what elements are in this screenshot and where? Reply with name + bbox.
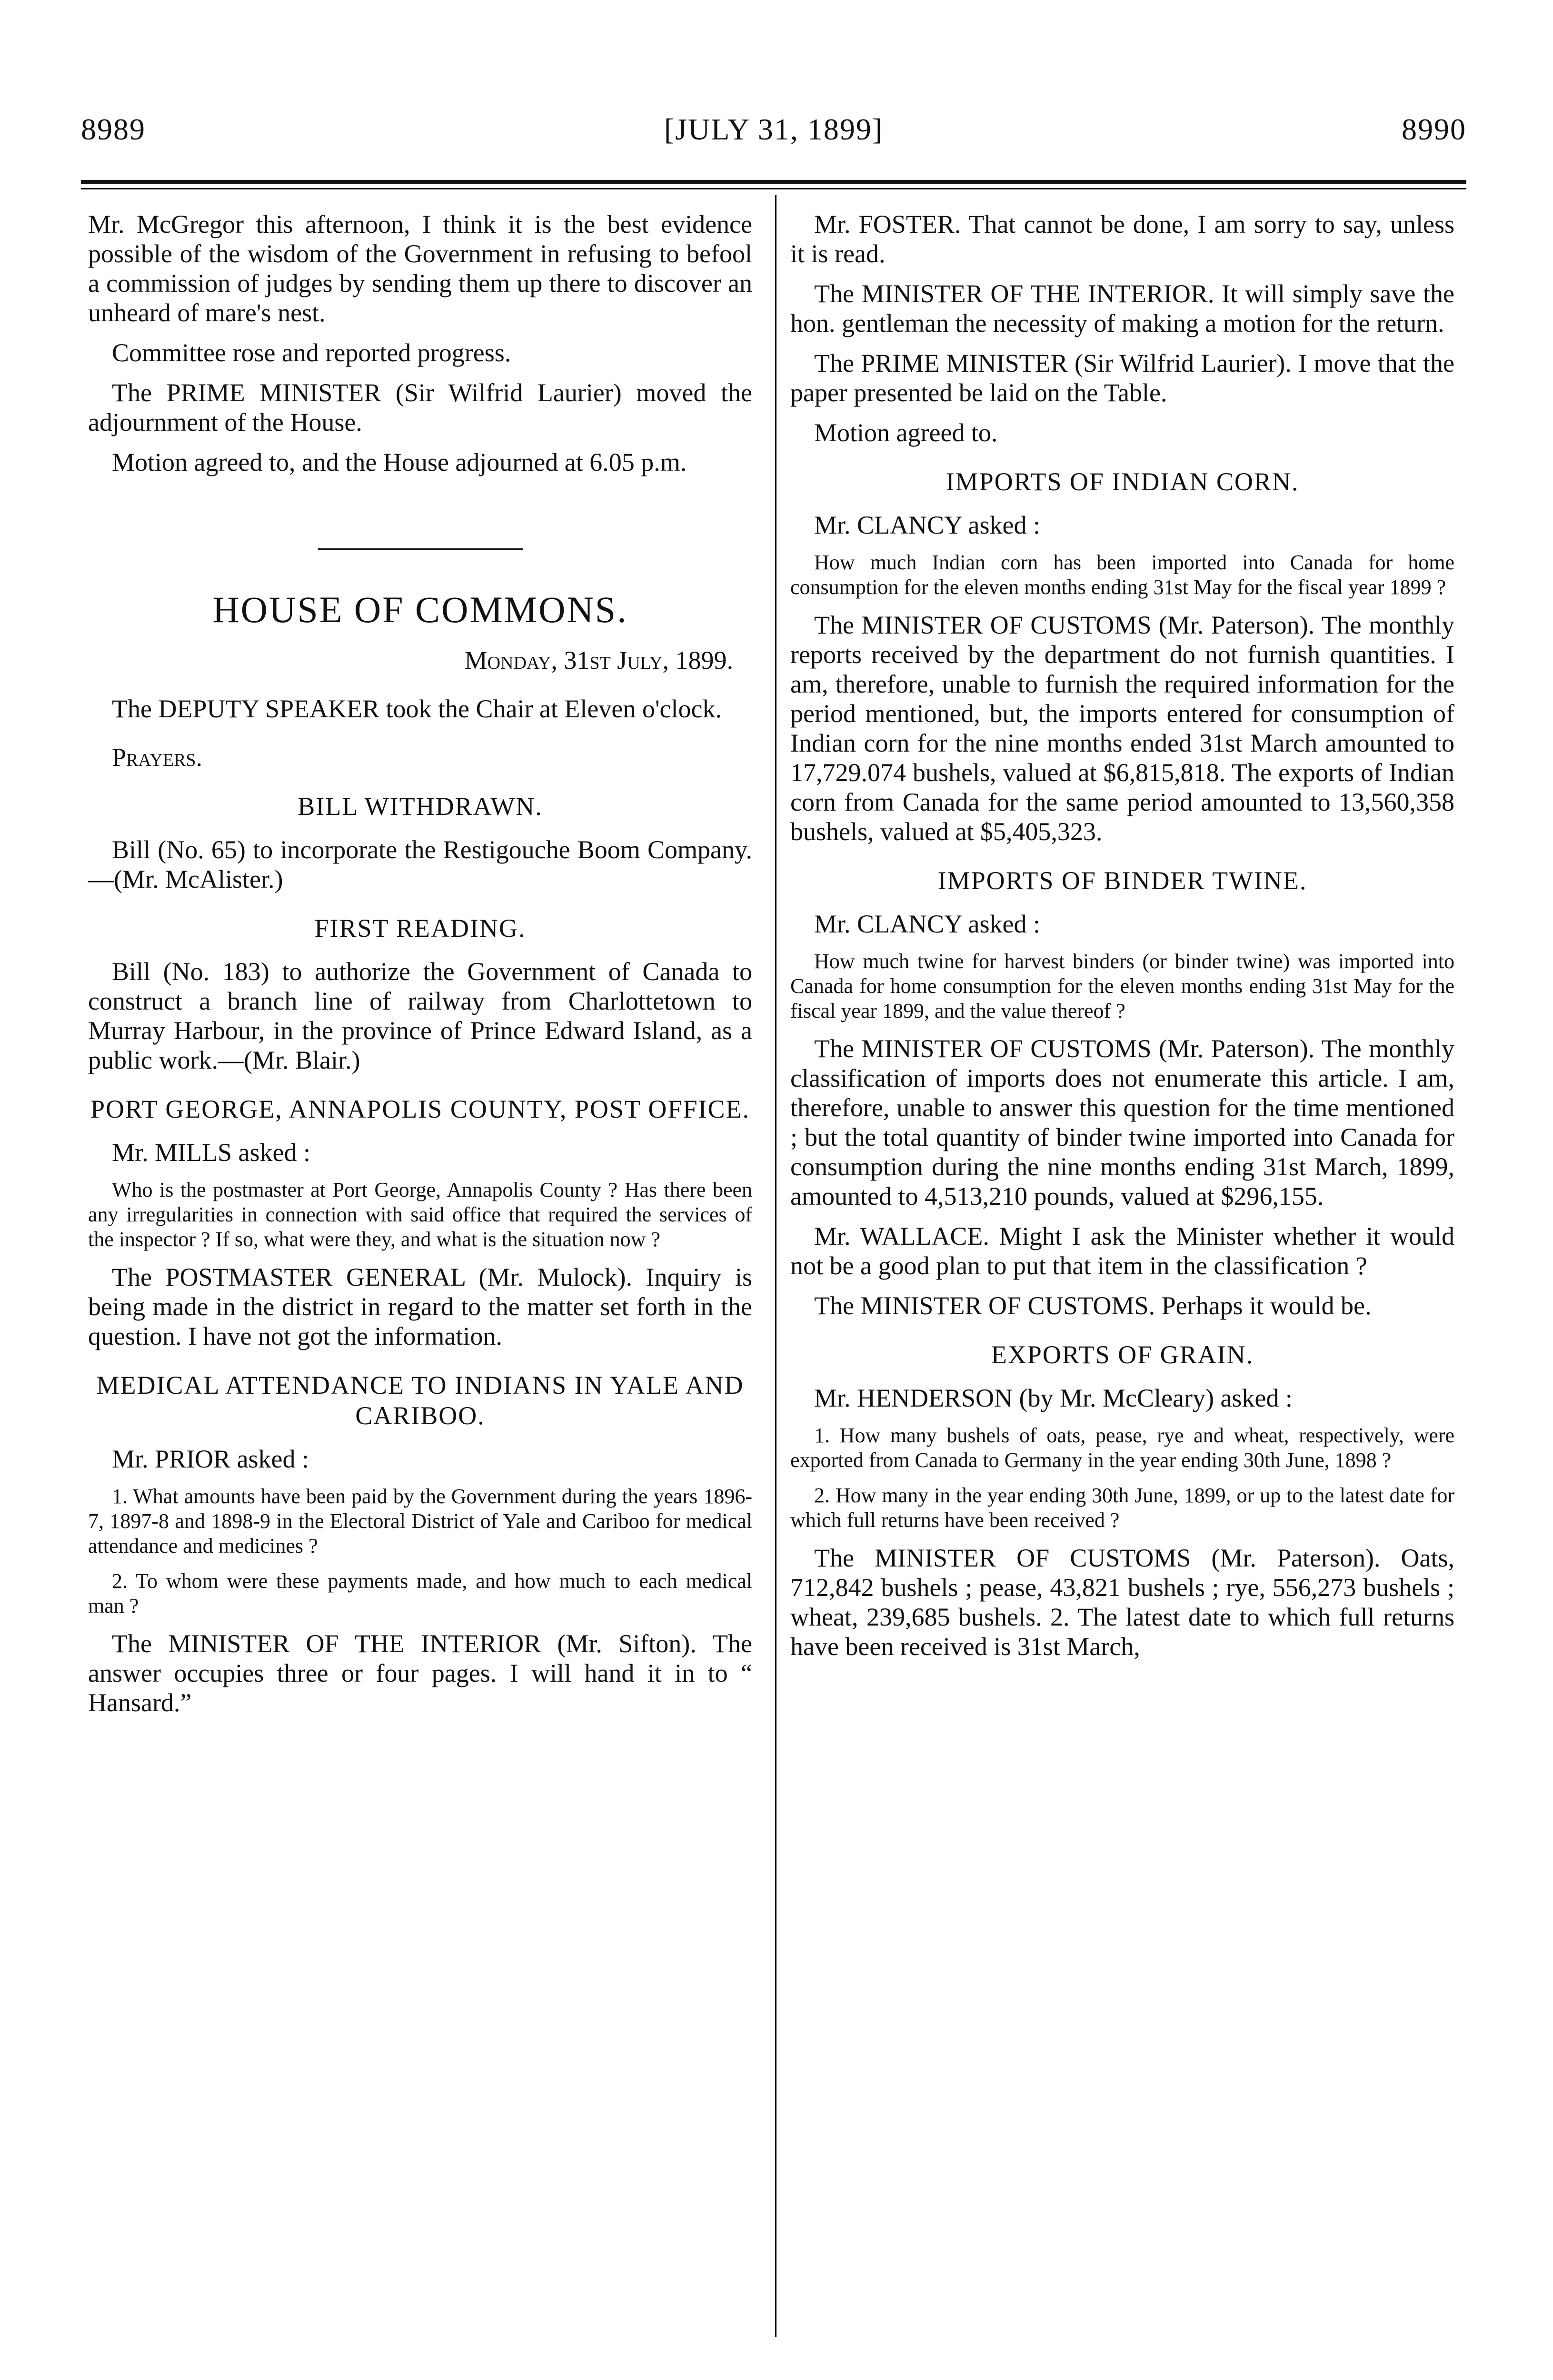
- paragraph: The MINISTER OF CUSTOMS (Mr. Paterson). The monthly reports received by the department do not furnish quantities. I am, therefore, unable to furnish the required information for the period mentioned, but, the imports entered for consumption of Indian corn for the nine months ended 31st March amounted to 17,729.074 bushels, valued at $6,815,818. The exports of Indian corn from Canada for the same period amounted to 13,560,358 bushels, valued at $5,405,323.: [790, 611, 1454, 846]
- section-heading: IMPORTS OF INDIAN CORN.: [946, 467, 1299, 496]
- section-heading: BILL WITHDRAWN.: [298, 792, 543, 821]
- page-number-left: 8989: [81, 112, 146, 146]
- house-title: HOUSE OF COMMONS.: [212, 589, 628, 630]
- question-text: 1. What amounts have been paid by the Government during the years 1896-7, 1897-8 and 1898-9 in the Electoral District of Yale and Cariboo for medical attendance and medicines ?: [88, 1485, 752, 1557]
- paragraph: The POSTMASTER GENERAL (Mr. Mulock). Inquiry is being made in the district in regard to the matter set forth in the question. I have not got the information.: [88, 1263, 752, 1350]
- paragraph: Motion agreed to, and the House adjourned at 6.05 p.m.: [112, 448, 687, 476]
- paragraph: Bill (No. 65) to incorporate the Restigouche Boom Company.—(Mr. McAlister.): [88, 835, 752, 893]
- sitting-date: Monday, 31st July, 1899.: [464, 646, 733, 674]
- paragraph: The DEPUTY SPEAKER took the Chair at Eleven o'clock.: [112, 694, 722, 723]
- header-rule-thin: [81, 188, 1466, 189]
- paragraph: Motion agreed to.: [814, 418, 998, 447]
- page-number-right: 8990: [1402, 112, 1466, 146]
- section-heading: FIRST READING.: [314, 914, 526, 942]
- question-text: How much Indian corn has been imported into Canada for home consumption for the eleven months ending 31st May for the fiscal year 1899 ?: [790, 551, 1454, 599]
- paragraph: The MINISTER OF CUSTOMS (Mr. Paterson). The monthly classification of imports does not enumerate this article. I am, therefore, unable to answer this question for the time mentioned ; but the total quantity of binder twine imported into Canada for consumption during the nine months ending 31st March, 1899, amounted to 4,513,210 pounds, valued at $296,155.: [790, 1034, 1454, 1210]
- column-divider: [775, 195, 776, 2337]
- header-rule-thick: [81, 180, 1466, 184]
- section-heading: EXPORTS OF GRAIN.: [991, 1340, 1254, 1369]
- paragraph: Mr. CLANCY asked :: [814, 910, 1040, 938]
- paragraph: The MINISTER OF CUSTOMS. Perhaps it would be.: [814, 1291, 1372, 1320]
- paragraph: The PRIME MINISTER (Sir Wilfrid Laurier) moved the adjournment of the House.: [88, 378, 752, 436]
- paragraph: Mr. HENDERSON (by Mr. McCleary) asked :: [814, 1384, 1293, 1412]
- section-rule: [318, 548, 523, 550]
- left-column: [88, 209, 752, 1728]
- paragraph: Mr. McGregor this afternoon, I think it is the best evidence possible of the wisdom of the Government in refusing to befool a commission of judges by sending them up there to discover an unheard of mare's nest.: [88, 210, 752, 327]
- section-heading: PORT GEORGE, ANNAPOLIS COUNTY, POST OFFICE.: [90, 1095, 750, 1123]
- prayers-label: Prayers.: [112, 743, 202, 772]
- paragraph: Mr. CLANCY asked :: [814, 511, 1040, 539]
- question-text: 2. How many in the year ending 30th June, 1899, or up to the latest date for which full returns have been received ?: [790, 1484, 1454, 1532]
- question-text: How much twine for harvest binders (or binder twine) was imported into Canada for home consumption for the eleven months ending 31st May for the fiscal year 1899, and the value thereof ?: [790, 950, 1454, 1022]
- page-header: [81, 102, 1466, 155]
- paragraph: Bill (No. 183) to authorize the Government of Canada to construct a branch line of railway from Charlottetown to Murray Harbour, in the province of Prince Edward Island, as a public work.—(Mr. Blair.): [88, 957, 752, 1074]
- right-column: [790, 209, 1454, 1672]
- paragraph: The MINISTER OF THE INTERIOR. It will simply save the hon. gentleman the necessity of making a motion for the return.: [790, 279, 1454, 337]
- paragraph: Mr. PRIOR asked :: [112, 1445, 309, 1473]
- question-text: 2. To whom were these payments made, and how much to each medical man ?: [88, 1569, 752, 1617]
- paragraph: The PRIME MINISTER (Sir Wilfrid Laurier). I move that the paper presented be laid on the Table.: [790, 349, 1454, 407]
- section-heading: MEDICAL ATTENDANCE TO INDIANS IN YALE AND CARIBOO.: [96, 1371, 744, 1430]
- paragraph: The MINISTER OF CUSTOMS (Mr. Paterson). Oats, 712,842 bushels ; pease, 43,821 bushels ; rye, 556,273 bushels ; wheat, 239,685 bushels. 2. The latest date to which full returns have been received is 31st March,: [790, 1544, 1454, 1661]
- paragraph: The MINISTER OF THE INTERIOR (Mr. Sifton). The answer occupies three or four pages. I will hand it in to “ Hansard.”: [88, 1629, 752, 1717]
- paragraph: Committee rose and reported progress.: [112, 338, 511, 367]
- paragraph: Mr. FOSTER. That cannot be done, I am sorry to say, unless it is read.: [790, 210, 1454, 268]
- section-heading: IMPORTS OF BINDER TWINE.: [937, 866, 1307, 895]
- question-text: 1. How many bushels of oats, pease, rye and wheat, respectively, were exported from Canada to Germany in the year ending 30th June, 1898 ?: [790, 1424, 1454, 1472]
- question-text: Who is the postmaster at Port George, Annapolis County ? Has there been any irregularities in connection with said office that required the services of the inspector ? If so, what were they, and what is the situation now ?: [88, 1178, 752, 1251]
- paragraph: Mr. WALLACE. Might I ask the Minister whether it would not be a good plan to put that item in the classification ?: [790, 1222, 1454, 1280]
- paragraph: Mr. MILLS asked :: [112, 1138, 310, 1167]
- header-date: [JULY 31, 1899]: [664, 112, 884, 146]
